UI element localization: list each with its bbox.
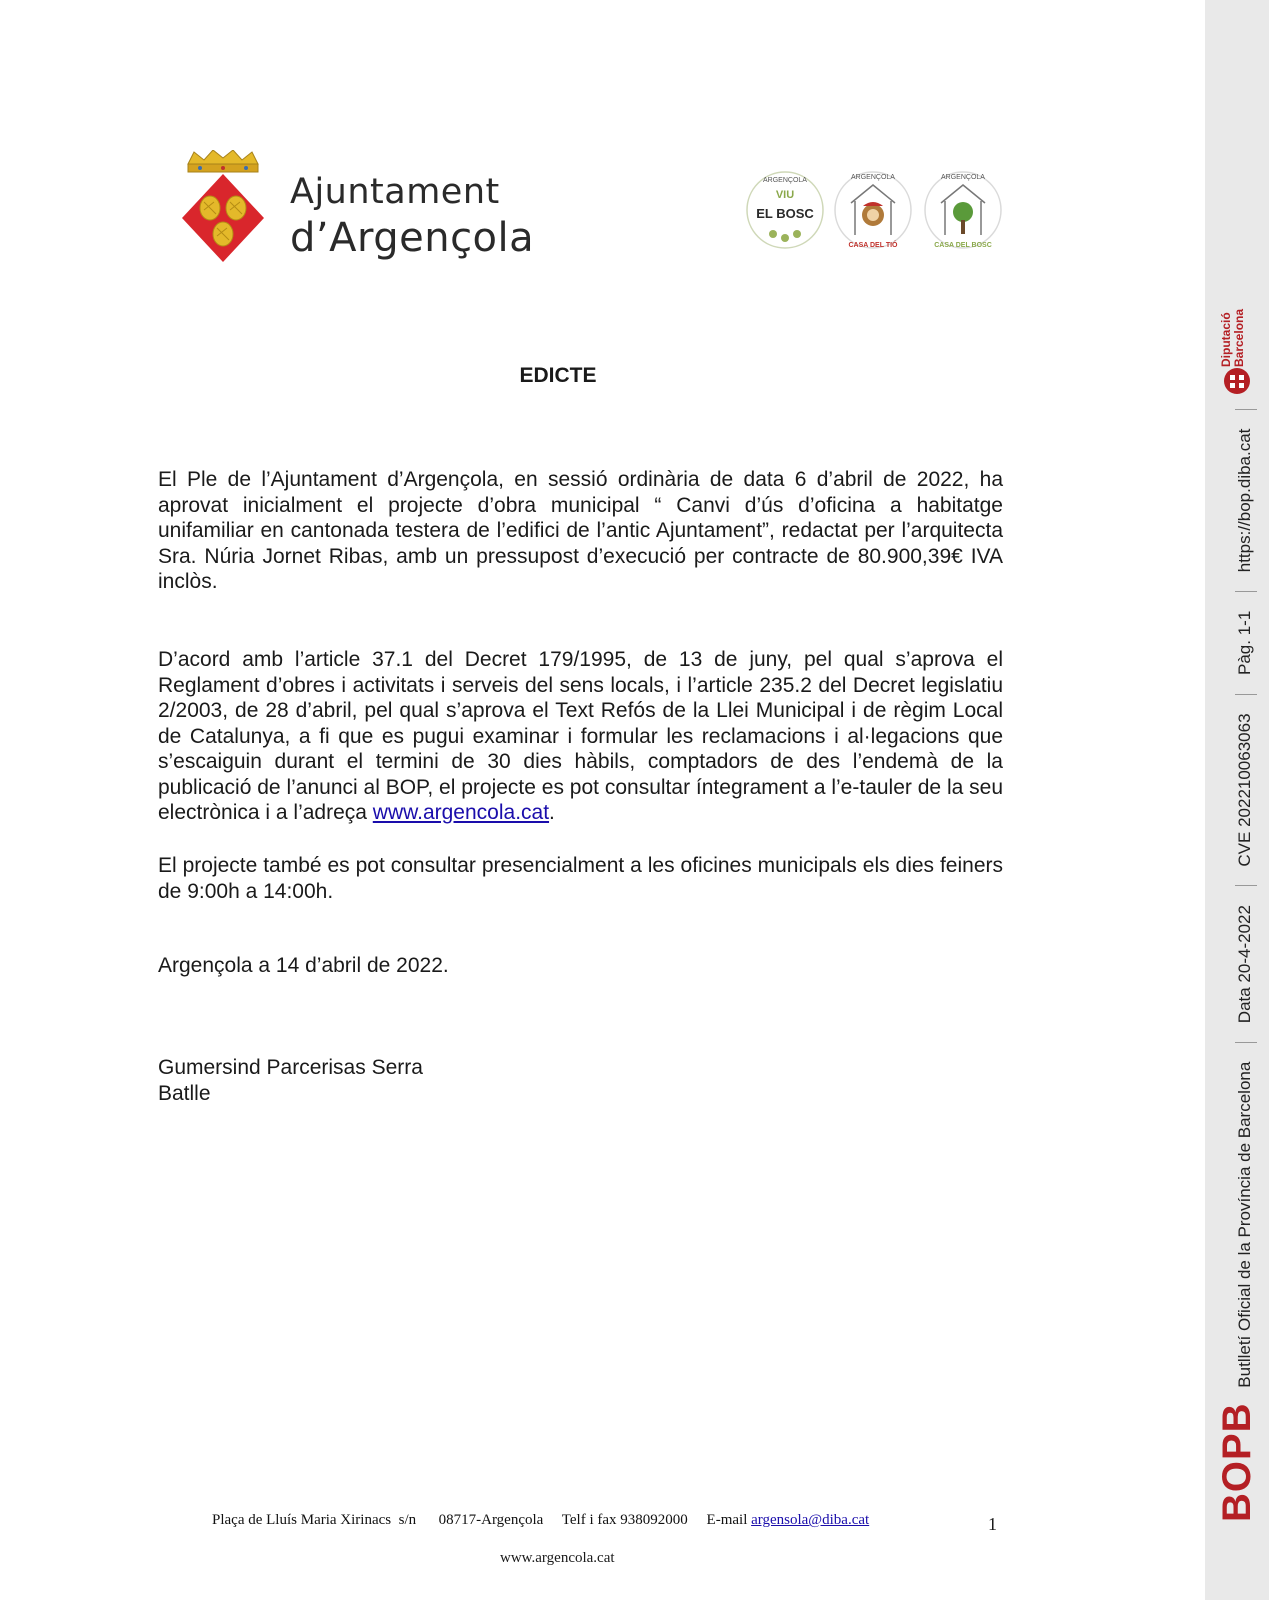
svg-text:CASA DEL TIÓ: CASA DEL TIÓ bbox=[848, 242, 898, 249]
badge-viu-el-bosc bbox=[747, 172, 823, 248]
paragraph-legal-end: . bbox=[549, 801, 555, 824]
footer-email-link[interactable]: argensola@diba.cat bbox=[751, 1512, 870, 1528]
separator bbox=[1235, 591, 1257, 592]
org-name-line1: Ajuntament bbox=[290, 172, 500, 212]
paragraph-consultation: El projecte també es pot consultar presencialment a les oficines municipals els dies feiners de 9:00h a 14:00h. bbox=[158, 854, 1003, 903]
org-name-line2: d’Argençola bbox=[290, 215, 535, 261]
website-link[interactable]: www.argencola.cat bbox=[372, 801, 550, 824]
bopb-logo: BOPB bbox=[1215, 1402, 1259, 1522]
svg-text:ARGENÇOLA: ARGENÇOLA bbox=[763, 177, 807, 184]
signer-title: Batlle bbox=[158, 1082, 211, 1105]
badge-casa-del-tio bbox=[835, 172, 911, 249]
program-badges bbox=[745, 165, 1010, 260]
svg-text:EL BOSC: EL BOSC bbox=[756, 206, 814, 221]
footer-address bbox=[212, 1512, 869, 1529]
svg-text:Diputació: Diputació bbox=[1219, 312, 1233, 367]
footer-website: www.argencola.cat bbox=[500, 1550, 615, 1566]
organization-name bbox=[290, 170, 534, 262]
document-title: EDICTE bbox=[519, 364, 597, 387]
bulletin-name: Butlletí Oficial de la Província de Barcelona bbox=[1235, 1061, 1254, 1388]
separator bbox=[1235, 694, 1257, 695]
paragraph-approval: El Ple de l’Ajuntament d’Argençola, en sessió ordinària de data 6 d’abril de 2022, ha aprovat inicialment el projecte d’obra municipal “ Canvi d’ús d’oficina a habitatge unifamiliar en cantonada testera de l’edifici de l’antic Ajuntament”, redactat per l’arquitecta Sra. Núria Jornet Ribas, amb un pressupost d’execució per contracte de 80.900,39€ IVA inclòs. bbox=[158, 468, 1003, 593]
paragraph-legal-basis bbox=[158, 647, 1003, 826]
cve-code: CVE 202210063063 bbox=[1235, 713, 1254, 867]
municipal-crest-logo bbox=[180, 150, 266, 272]
page-number: 1 bbox=[988, 1514, 997, 1534]
badge-casa-del-bosc bbox=[925, 172, 1001, 249]
sidebar-text-line bbox=[1215, 395, 1260, 1522]
separator bbox=[1235, 1042, 1257, 1043]
diputacio-logo bbox=[1217, 305, 1257, 415]
footer-address-text: Plaça de Lluís Maria Xirinacs s/n 08717-Argençola Telf i fax 938092000 E-mail bbox=[212, 1512, 752, 1528]
separator bbox=[1235, 885, 1257, 886]
publication-date: Data 20-4-2022 bbox=[1235, 905, 1254, 1024]
signer-name: Gumersind Parcerisas Serra bbox=[158, 1056, 423, 1079]
svg-text:VIU: VIU bbox=[775, 189, 795, 201]
page-range: Pàg. 1-1 bbox=[1235, 610, 1254, 675]
svg-text:ARGENÇOLA: ARGENÇOLA bbox=[941, 174, 985, 181]
svg-text:ARGENÇOLA: ARGENÇOLA bbox=[851, 174, 895, 181]
date-line: Argençola a 14 d’abril de 2022. bbox=[158, 954, 449, 977]
svg-text:CASA DEL BOSC: CASA DEL BOSC bbox=[934, 242, 992, 249]
bop-url[interactable]: https://bop.diba.cat bbox=[1235, 428, 1254, 573]
svg-text:Barcelona: Barcelona bbox=[1232, 308, 1246, 367]
signature-block bbox=[158, 1055, 423, 1107]
paragraph-legal-text: D’acord amb l’article 37.1 del Decret 179/1995, de 13 de juny, pel qual s’aprova el Reglament d’obres i activitats i serveis del sens locals, i l’article 235.2 del Decret legislatiu 2/2003, de 28 d’abril, pel qual s’aprova el Text Refós de la Llei Municipal i de règim Local de Catalunya, a fi que es pugui examinar i formular les reclamacions i al·legacions que s’escaiguin durant el termini de 30 dies hàbils, comptadors de des l’endemà de la publicació de l’anunci al BOP, el projecte es pot consultar íntegrament a l’e-tauler de la seu electrònica i a l’adreça bbox=[158, 648, 1003, 824]
